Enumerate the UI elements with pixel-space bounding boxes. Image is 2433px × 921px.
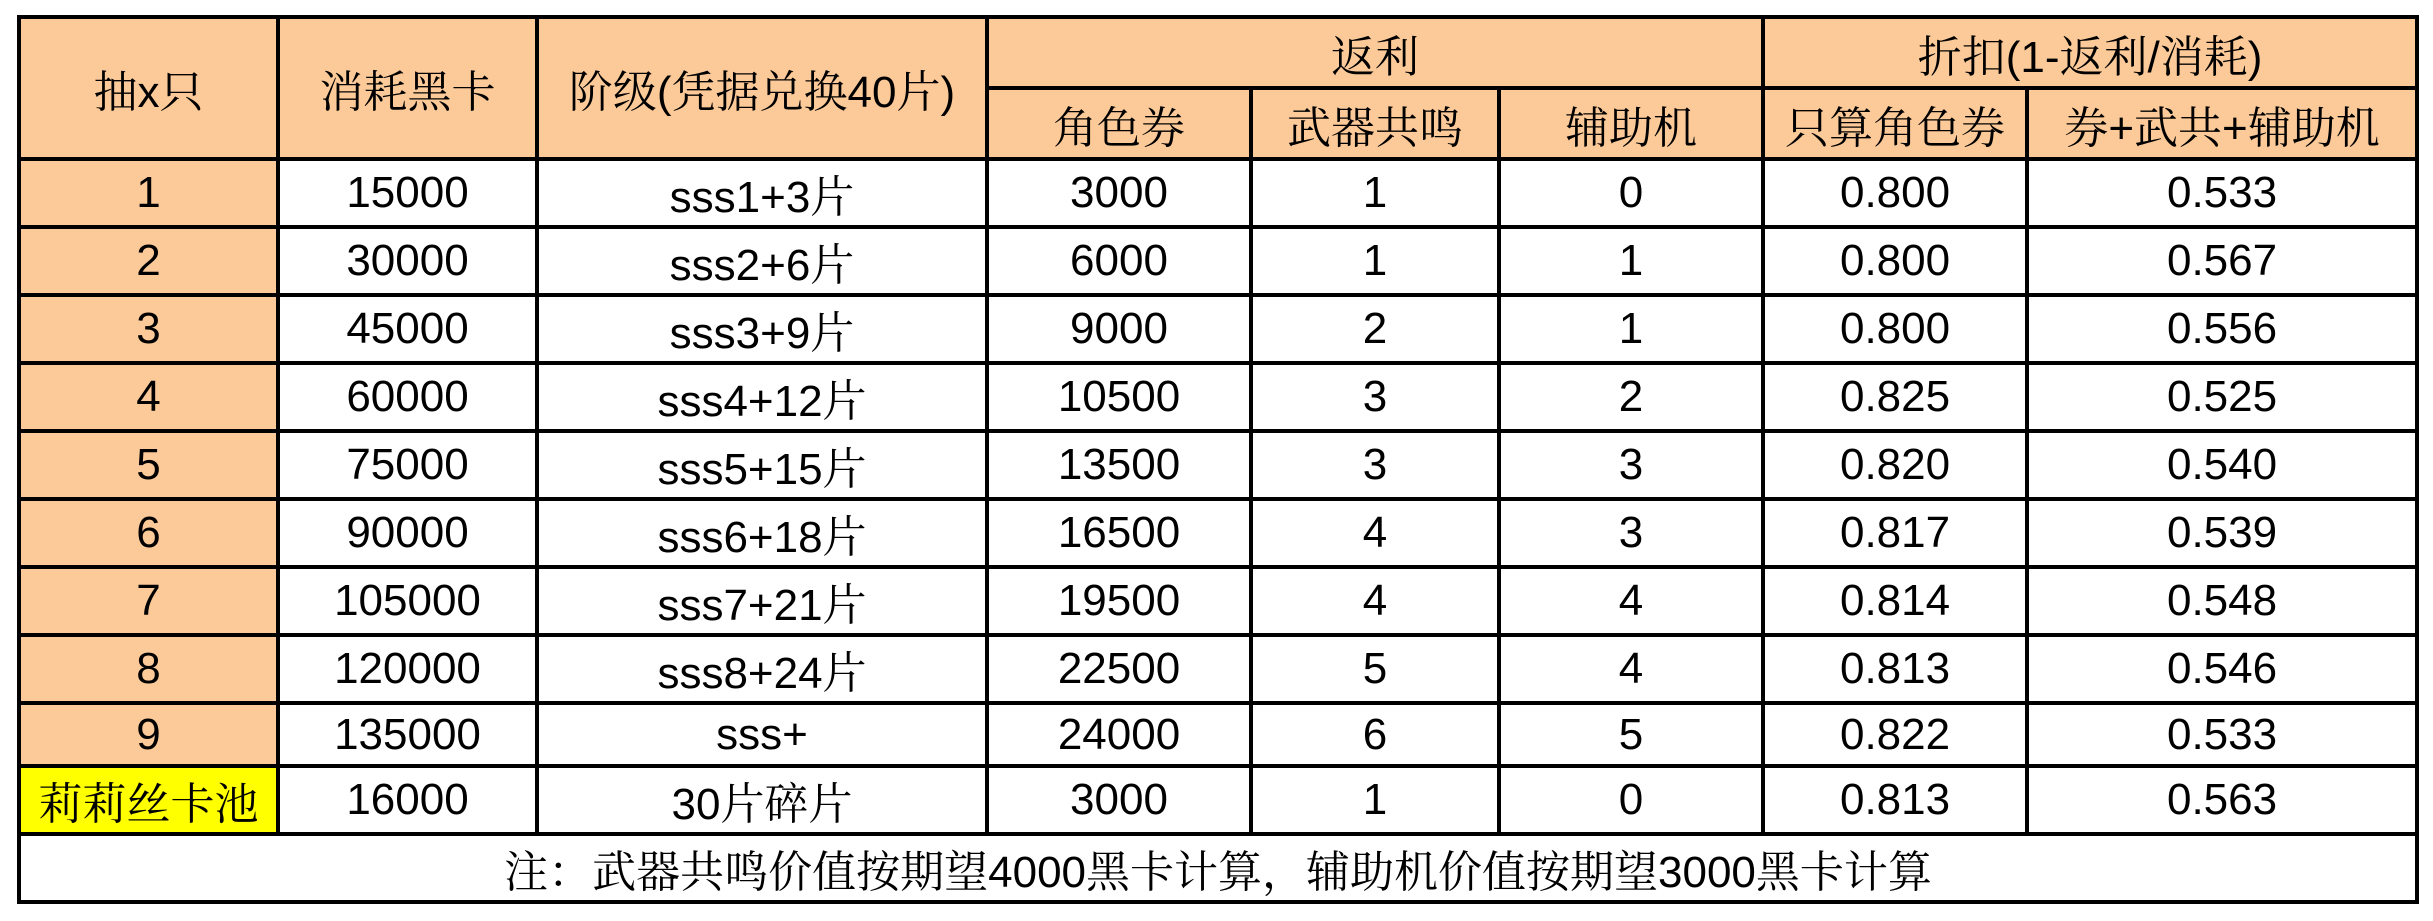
cell-rebate-support-unit: 5 [1499,703,1763,766]
cell-tier: sss6+18片 [537,499,987,567]
header-role-ticket-only: 只算角色券 [1763,88,2027,159]
cell-black-card-cost: 60000 [278,363,537,431]
cell-rebate-weapon-resonance: 5 [1251,635,1499,703]
cell-rebate-weapon-resonance: 3 [1251,431,1499,499]
table-row [19,227,2417,295]
cell-draw-count: 1 [19,159,278,227]
cell-discount-all: 0.546 [2027,635,2417,703]
highlight-cell-lilith-pool: 莉莉丝卡池 [19,766,278,834]
cell-draw-count: 4 [19,363,278,431]
cell-black-card-cost: 75000 [278,431,537,499]
cell-rebate-role-ticket: 22500 [987,635,1251,703]
cell-tier: sss8+24片 [537,635,987,703]
gacha-rebate-table [17,15,2419,904]
table-row [19,635,2417,703]
cell-discount-all: 0.533 [2027,703,2417,766]
cell-rebate-support-unit: 1 [1499,227,1763,295]
cell-discount-role-ticket-only: 0.800 [1763,295,2027,363]
cell-rebate-role-ticket: 6000 [987,227,1251,295]
cell-black-card-cost: 90000 [278,499,537,567]
cell-rebate-support-unit: 2 [1499,363,1763,431]
cell-rebate-role-ticket: 10500 [987,363,1251,431]
cell-tier: sss1+3片 [537,159,987,227]
cell-draw-count: 8 [19,635,278,703]
cell-tier: sss+ [537,703,987,766]
cell-draw-count: 9 [19,703,278,766]
cell-discount-role-ticket-only: 0.813 [1763,766,2027,834]
cell-rebate-support-unit: 4 [1499,635,1763,703]
cell-rebate-role-ticket: 16500 [987,499,1251,567]
cell-rebate-weapon-resonance: 1 [1251,159,1499,227]
cell-draw-count: 3 [19,295,278,363]
cell-draw-count: 2 [19,227,278,295]
cell-rebate-weapon-resonance: 6 [1251,703,1499,766]
cell-rebate-role-ticket: 9000 [987,295,1251,363]
cell-rebate-weapon-resonance: 1 [1251,227,1499,295]
header-weapon-resonance: 武器共鸣 [1251,88,1499,159]
header-row-groups [19,17,2417,88]
cell-discount-role-ticket-only: 0.814 [1763,567,2027,635]
cell-tier: sss3+9片 [537,295,987,363]
cell-discount-role-ticket-only: 0.800 [1763,159,2027,227]
table-row [19,703,2417,766]
cell-rebate-weapon-resonance: 1 [1251,766,1499,834]
header-black-card-cost: 消耗黑卡 [278,17,537,159]
cell-discount-all: 0.540 [2027,431,2417,499]
cell-discount-role-ticket-only: 0.825 [1763,363,2027,431]
cell-discount-role-ticket-only: 0.800 [1763,227,2027,295]
cell-rebate-support-unit: 3 [1499,431,1763,499]
cell-discount-all: 0.533 [2027,159,2417,227]
cell-discount-role-ticket-only: 0.822 [1763,703,2027,766]
cell-discount-role-ticket-only: 0.820 [1763,431,2027,499]
cell-discount-all: 0.539 [2027,499,2417,567]
cell-rebate-role-ticket: 24000 [987,703,1251,766]
cell-rebate-role-ticket: 3000 [987,159,1251,227]
header-all-combined: 券+武共+辅助机 [2027,88,2417,159]
cell-rebate-role-ticket: 19500 [987,567,1251,635]
cell-rebate-support-unit: 3 [1499,499,1763,567]
cell-draw-count: 5 [19,431,278,499]
cell-discount-all: 0.525 [2027,363,2417,431]
cell-draw-count: 7 [19,567,278,635]
cell-discount-all: 0.563 [2027,766,2417,834]
cell-rebate-role-ticket: 3000 [987,766,1251,834]
cell-rebate-weapon-resonance: 4 [1251,499,1499,567]
table-row [19,159,2417,227]
cell-rebate-role-ticket: 13500 [987,431,1251,499]
table-row [19,499,2417,567]
table-row [19,295,2417,363]
note-row [19,834,2417,902]
cell-discount-role-ticket-only: 0.817 [1763,499,2027,567]
cell-discount-all: 0.567 [2027,227,2417,295]
header-tier: 阶级(凭据兑换40片) [537,17,987,159]
cell-rebate-support-unit: 1 [1499,295,1763,363]
header-draw-count: 抽x只 [19,17,278,159]
cell-tier: sss7+21片 [537,567,987,635]
table-row-lilith-pool [19,766,2417,834]
cell-rebate-support-unit: 0 [1499,159,1763,227]
cell-tier: 30片碎片 [537,766,987,834]
cell-rebate-weapon-resonance: 2 [1251,295,1499,363]
header-discount-group: 折扣(1-返利/消耗) [1763,17,2417,88]
cell-tier: sss2+6片 [537,227,987,295]
cell-rebate-support-unit: 0 [1499,766,1763,834]
cell-black-card-cost: 45000 [278,295,537,363]
table-row [19,431,2417,499]
cell-black-card-cost: 135000 [278,703,537,766]
header-rebate-group: 返利 [987,17,1763,88]
cell-rebate-support-unit: 4 [1499,567,1763,635]
cell-tier: sss5+15片 [537,431,987,499]
table-row [19,363,2417,431]
cell-rebate-weapon-resonance: 4 [1251,567,1499,635]
table-row [19,567,2417,635]
header-role-ticket: 角色券 [987,88,1251,159]
cell-tier: sss4+12片 [537,363,987,431]
cell-black-card-cost: 120000 [278,635,537,703]
cell-discount-all: 0.548 [2027,567,2417,635]
cell-rebate-weapon-resonance: 3 [1251,363,1499,431]
footnote: 注：武器共鸣价值按期望4000黑卡计算，辅助机价值按期望3000黑卡计算 [19,834,2417,902]
cell-draw-count: 6 [19,499,278,567]
cell-black-card-cost: 30000 [278,227,537,295]
cell-black-card-cost: 16000 [278,766,537,834]
cell-black-card-cost: 105000 [278,567,537,635]
cell-discount-all: 0.556 [2027,295,2417,363]
header-support-unit: 辅助机 [1499,88,1763,159]
cell-black-card-cost: 15000 [278,159,537,227]
cell-discount-role-ticket-only: 0.813 [1763,635,2027,703]
